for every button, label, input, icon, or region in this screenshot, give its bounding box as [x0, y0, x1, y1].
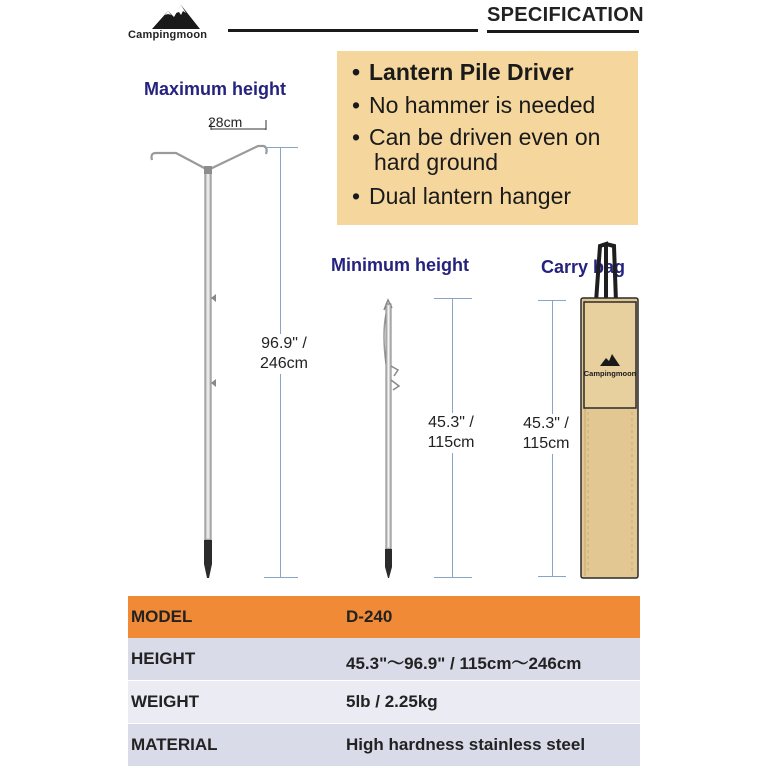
- spec-key: MODEL: [131, 607, 193, 626]
- spec-key: HEIGHT: [131, 649, 196, 668]
- spec-value: 5lb / 2.25kg: [346, 692, 438, 711]
- mountain-logo-icon: [150, 2, 202, 30]
- measure-tick-bottom: [434, 577, 472, 578]
- feature-item-continued: hard ground: [374, 149, 499, 175]
- measure-tick-bottom: [538, 576, 566, 577]
- measure-tick-top: [264, 147, 298, 148]
- spec-row-material: [128, 724, 640, 766]
- feature-item: • No hammer is needed: [351, 92, 596, 118]
- spec-row-height: [128, 638, 640, 680]
- feature-item: • Lantern Pile Driver: [351, 59, 574, 85]
- feature-item: • Dual lantern hanger: [351, 183, 572, 209]
- arm-width-label: 28cm: [208, 114, 243, 130]
- carry-bag-image: [576, 240, 646, 585]
- bag-logo-text: Campingmoon: [583, 369, 637, 378]
- min-height-title: Minimum height: [331, 255, 469, 275]
- spec-key: WEIGHT: [131, 692, 199, 711]
- min-height-label: 45.3" / 115cm: [416, 413, 486, 453]
- measure-tick-bottom: [264, 577, 298, 578]
- carry-bag-title: Carry bag: [541, 257, 626, 277]
- max-height-label: 96.9" / 246cm: [246, 334, 322, 374]
- spec-key: MATERIAL: [131, 735, 218, 754]
- feature-box: [337, 51, 638, 225]
- max-height-title: Maximum height: [144, 79, 287, 99]
- page-title: SPECIFICATION: [487, 4, 644, 26]
- brand-logo: [128, 2, 228, 44]
- min-height-pole-image: [372, 294, 412, 584]
- measure-tick-top: [434, 298, 472, 299]
- title-underline: [487, 30, 639, 33]
- feature-item: • Can be driven even on: [351, 124, 601, 150]
- spec-value: 45.3"～96.9" / 115cm～246cm: [346, 654, 582, 673]
- header-divider: [228, 29, 478, 32]
- spec-row-weight: [128, 681, 640, 723]
- bag-height-label: 45.3" / 115cm: [512, 414, 580, 454]
- brand-name: Campingmoon: [128, 29, 208, 41]
- spec-value: D-240: [346, 607, 393, 626]
- spec-row-model: [128, 596, 640, 638]
- spec-value: High hardness stainless steel: [346, 735, 586, 754]
